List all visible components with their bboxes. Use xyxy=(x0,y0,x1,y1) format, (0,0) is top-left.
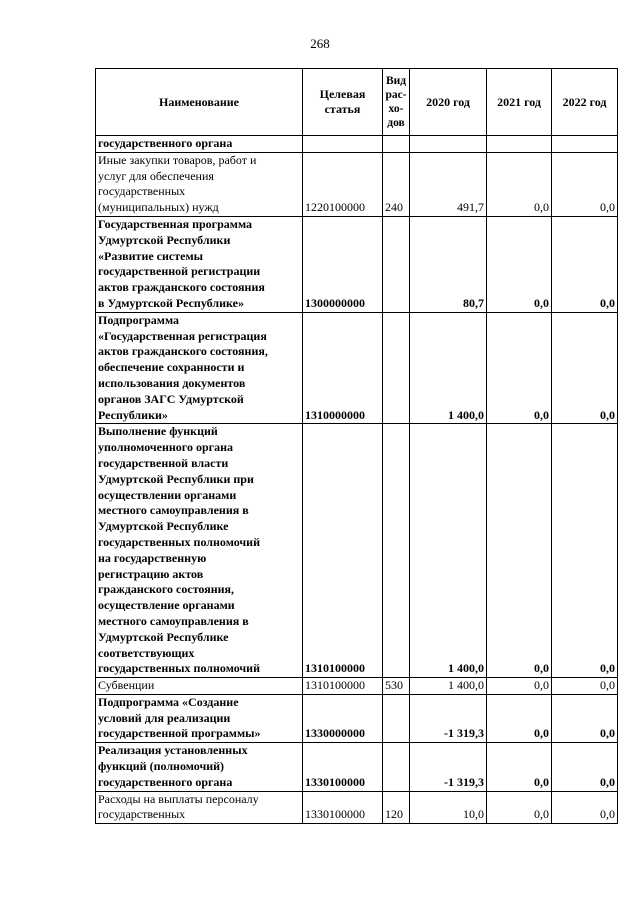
row-name xyxy=(96,743,303,791)
row-target-article: 1220100000 xyxy=(303,152,383,216)
header-target-article xyxy=(303,69,383,136)
row-name-line: Реализация установленных xyxy=(98,743,248,758)
row-name-line: актов гражданского состояния xyxy=(98,280,265,295)
row-name-line: «Развитие системы xyxy=(98,248,204,263)
row-expense-kind xyxy=(383,743,410,791)
row-name-line: местного самоуправления в xyxy=(98,613,249,628)
row-expense-kind: 240 xyxy=(383,152,410,216)
row-name-line: государственного органа xyxy=(98,774,233,789)
row-name-line: функций (полномочий) xyxy=(98,759,225,774)
header-2022: 2022 год xyxy=(552,69,618,136)
table-row xyxy=(96,216,618,312)
row-value-2020 xyxy=(410,136,487,153)
row-name xyxy=(96,791,303,824)
row-value-2022: 0,0 xyxy=(552,312,618,424)
row-name-line: обеспечение сохранности и xyxy=(98,360,245,375)
row-target-article: 1300000000 xyxy=(303,216,383,312)
row-name-line: Республики» xyxy=(98,407,168,422)
row-value-2021: 0,0 xyxy=(487,743,552,791)
row-value-2020: 10,0 xyxy=(410,791,487,824)
row-expense-kind xyxy=(383,424,410,678)
row-name-line: Удмуртской Республики при xyxy=(98,471,254,486)
row-target-article: 1330100000 xyxy=(303,791,383,824)
row-name-line: государственной власти xyxy=(98,455,229,470)
budget-table xyxy=(95,68,618,824)
row-name-line: Подпрограмма «Создание xyxy=(98,694,239,709)
row-name-line: местного самоуправления в xyxy=(98,503,249,518)
table-row xyxy=(96,136,618,153)
row-value-2021: 0,0 xyxy=(487,424,552,678)
row-name-line: актов гражданского состояния, xyxy=(98,344,268,359)
row-value-2020: 491,7 xyxy=(410,152,487,216)
row-name-line: «Государственная регистрация xyxy=(98,328,267,343)
row-name-line: государственных полномочий xyxy=(98,661,261,676)
row-name-line: государственной программы» xyxy=(98,726,261,741)
row-name-line: регистрацию актов xyxy=(98,566,204,581)
row-value-2021: 0,0 xyxy=(487,678,552,695)
row-value-2022: 0,0 xyxy=(552,694,618,742)
row-name-line: Подпрограмма xyxy=(98,312,180,327)
header-expense-kind xyxy=(383,69,410,136)
row-name-line: Удмуртской Республике xyxy=(98,519,229,534)
row-target-article: 1310100000 xyxy=(303,424,383,678)
row-name-line: осуществление органами xyxy=(98,598,235,613)
row-target-article: 1330100000 xyxy=(303,743,383,791)
row-name xyxy=(96,312,303,424)
row-value-2021: 0,0 xyxy=(487,152,552,216)
row-value-2021: 0,0 xyxy=(487,694,552,742)
row-target-article xyxy=(303,136,383,153)
row-value-2022: 0,0 xyxy=(552,216,618,312)
row-value-2022 xyxy=(552,136,618,153)
table-row xyxy=(96,312,618,424)
row-value-2020: 1 400,0 xyxy=(410,678,487,695)
table-row xyxy=(96,678,618,695)
row-name-line: Удмуртской Республике xyxy=(98,629,229,644)
row-name xyxy=(96,678,303,695)
row-value-2021 xyxy=(487,136,552,153)
row-name-line: условий для реализации xyxy=(98,710,231,725)
row-value-2020: 1 400,0 xyxy=(410,312,487,424)
row-name-line: государственных xyxy=(98,184,186,199)
row-name-line: (муниципальных) нужд xyxy=(98,200,219,215)
row-name-line: Удмуртской Республики xyxy=(98,232,231,247)
row-name-line: в Удмуртской Республике» xyxy=(98,295,244,310)
header-expense-kind-text: Вид рас-хо-дов xyxy=(385,75,407,129)
row-name xyxy=(96,694,303,742)
row-name-line: услуг для обеспечения xyxy=(98,168,214,183)
row-name-line: уполномоченного органа xyxy=(98,440,233,455)
row-name-line: осуществлении органами xyxy=(98,487,237,502)
row-name-line: государственных xyxy=(98,807,186,822)
row-target-article: 1310100000 xyxy=(303,678,383,695)
row-value-2022: 0,0 xyxy=(552,152,618,216)
row-name-line: государственной регистрации xyxy=(98,264,261,279)
table-body xyxy=(96,136,618,824)
row-expense-kind xyxy=(383,312,410,424)
row-name-line: Расходы на выплаты персоналу xyxy=(98,791,259,806)
row-expense-kind: 530 xyxy=(383,678,410,695)
row-name-line: Иные закупки товаров, работ и xyxy=(98,152,257,167)
header-2020: 2020 год xyxy=(410,69,487,136)
row-expense-kind xyxy=(383,216,410,312)
row-name-line: использования документов xyxy=(98,375,246,390)
row-name xyxy=(96,216,303,312)
row-name-line: органов ЗАГС Удмуртской xyxy=(98,391,244,406)
row-expense-kind xyxy=(383,694,410,742)
header-target-article-text: Целевая статья xyxy=(319,87,366,116)
row-name-line: Субвенции xyxy=(98,678,155,693)
table-row xyxy=(96,743,618,791)
row-value-2021: 0,0 xyxy=(487,791,552,824)
table-row xyxy=(96,694,618,742)
row-expense-kind xyxy=(383,136,410,153)
row-value-2022: 0,0 xyxy=(552,791,618,824)
page-number: 268 xyxy=(310,36,330,51)
row-name xyxy=(96,136,303,153)
row-value-2022: 0,0 xyxy=(552,424,618,678)
row-name-line: Государственная программа xyxy=(98,216,253,231)
header-2021: 2021 год xyxy=(487,69,552,136)
row-value-2022: 0,0 xyxy=(552,678,618,695)
table-row xyxy=(96,424,618,678)
row-expense-kind: 120 xyxy=(383,791,410,824)
header-name: Наименование xyxy=(96,69,303,136)
row-name xyxy=(96,424,303,678)
table-row xyxy=(96,152,618,216)
row-value-2020: 1 400,0 xyxy=(410,424,487,678)
row-value-2020: -1 319,3 xyxy=(410,743,487,791)
row-value-2022: 0,0 xyxy=(552,743,618,791)
row-value-2021: 0,0 xyxy=(487,216,552,312)
row-value-2020: -1 319,3 xyxy=(410,694,487,742)
row-target-article: 1330000000 xyxy=(303,694,383,742)
row-name-line: государственных полномочий xyxy=(98,534,261,549)
table-header-row xyxy=(96,69,618,136)
row-name xyxy=(96,152,303,216)
row-value-2021: 0,0 xyxy=(487,312,552,424)
row-target-article: 1310000000 xyxy=(303,312,383,424)
row-value-2020: 80,7 xyxy=(410,216,487,312)
row-name-line: соответствующих xyxy=(98,645,195,660)
row-name-line: Выполнение функций xyxy=(98,424,218,439)
row-name-line: на государственную xyxy=(98,550,207,565)
row-name-line: гражданского состояния, xyxy=(98,582,235,597)
table-row xyxy=(96,791,618,824)
row-name-line: государственного органа xyxy=(98,136,233,150)
